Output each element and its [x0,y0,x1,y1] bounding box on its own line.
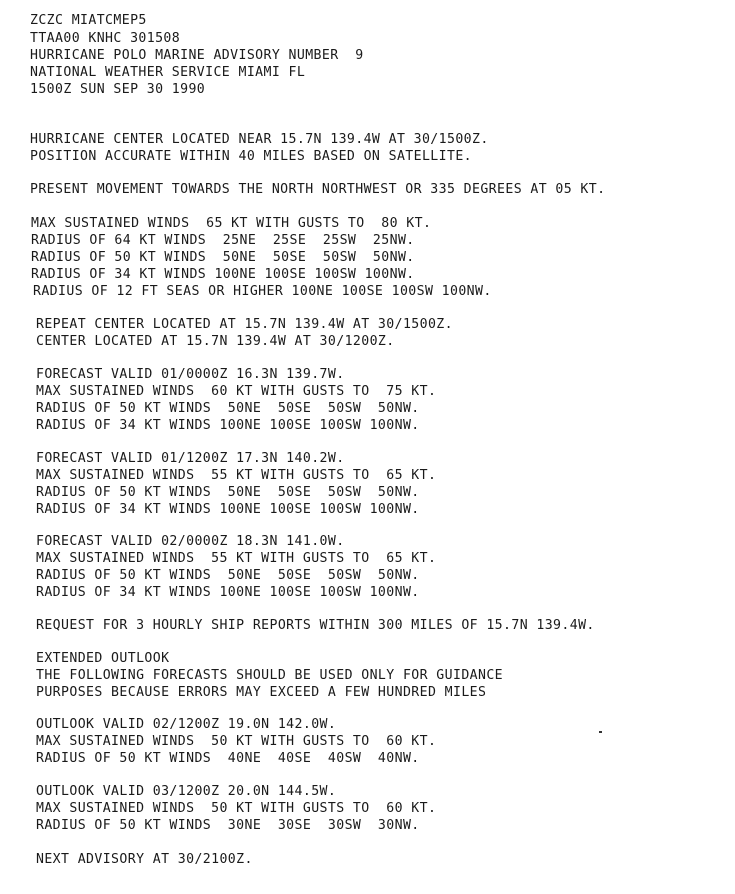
forecast-line: FORECAST VALID 01/0000Z 16.3N 139.7W. [36,367,345,382]
outlook-line: MAX SUSTAINED WINDS 50 KT WITH GUSTS TO 60 KT. [36,734,437,749]
outlook-line: OUTLOOK VALID 03/1200Z 20.0N 144.5W. [36,784,337,799]
wind-line: RADIUS OF 50 KT WINDS 50NE 50SE 50SW 50NW. [31,250,415,265]
request-line: REQUEST FOR 3 HOURLY SHIP REPORTS WITHIN 300 MILES OF 15.7N 139.4W. [36,618,595,633]
movement-line: PRESENT MOVEMENT TOWARDS THE NORTH NORTHWEST OR 335 DEGREES AT 05 KT. [30,182,606,197]
extended-outlook-line: PURPOSES BECAUSE ERRORS MAY EXCEED A FEW HUNDRED MILES [36,685,487,700]
wind-line: RADIUS OF 34 KT WINDS 100NE 100SE 100SW 100NW. [31,267,415,282]
forecast-line: RADIUS OF 34 KT WINDS 100NE 100SE 100SW 100NW. [36,585,420,600]
forecast-line: MAX SUSTAINED WINDS 55 KT WITH GUSTS TO 65 KT. [36,551,437,566]
wind-line: RADIUS OF 12 FT SEAS OR HIGHER 100NE 100SE 100SW 100NW. [33,284,492,299]
forecast-line: FORECAST VALID 02/0000Z 18.3N 141.0W. [36,534,345,549]
forecast-line: MAX SUSTAINED WINDS 55 KT WITH GUSTS TO 65 KT. [36,468,437,483]
center-line: HURRICANE CENTER LOCATED NEAR 15.7N 139.4W AT 30/1500Z. [30,132,489,147]
forecast-line: MAX SUSTAINED WINDS 60 KT WITH GUSTS TO 75 KT. [36,384,437,399]
scan-speck [599,731,602,733]
forecast-line: RADIUS OF 34 KT WINDS 100NE 100SE 100SW 100NW. [36,502,420,517]
outlook-line: RADIUS OF 50 KT WINDS 30NE 30SE 30SW 30NW. [36,818,420,833]
extended-outlook-heading: EXTENDED OUTLOOK [36,651,170,666]
next-advisory-line: NEXT ADVISORY AT 30/2100Z. [36,852,253,867]
forecast-line: RADIUS OF 50 KT WINDS 50NE 50SE 50SW 50NW. [36,568,420,583]
center-line: POSITION ACCURATE WITHIN 40 MILES BASED ON SATELLITE. [30,149,472,164]
outlook-line: OUTLOOK VALID 02/1200Z 19.0N 142.0W. [36,717,337,732]
outlook-line: MAX SUSTAINED WINDS 50 KT WITH GUSTS TO 60 KT. [36,801,437,816]
header-line: ZCZC MIATCMEP5 [30,13,147,28]
header-line: TTAA00 KNHC 301508 [30,31,181,46]
wind-line: RADIUS OF 64 KT WINDS 25NE 25SE 25SW 25NW. [31,233,415,248]
outlook-line: RADIUS OF 50 KT WINDS 40NE 40SE 40SW 40NW. [36,751,420,766]
header-line: 1500Z SUN SEP 30 1990 [30,82,206,97]
header-line: NATIONAL WEATHER SERVICE MIAMI FL [30,65,306,80]
repeat-line: REPEAT CENTER LOCATED AT 15.7N 139.4W AT 30/1500Z. [36,317,453,332]
extended-outlook-line: THE FOLLOWING FORECASTS SHOULD BE USED ONLY FOR GUIDANCE [36,668,504,683]
forecast-line: RADIUS OF 50 KT WINDS 50NE 50SE 50SW 50NW. [36,401,420,416]
wind-line: MAX SUSTAINED WINDS 65 KT WITH GUSTS TO 80 KT. [31,216,432,231]
advisory-title: HURRICANE POLO MARINE ADVISORY NUMBER 9 [30,48,364,63]
repeat-line: CENTER LOCATED AT 15.7N 139.4W AT 30/1200Z. [36,334,395,349]
forecast-line: RADIUS OF 34 KT WINDS 100NE 100SE 100SW 100NW. [36,418,420,433]
forecast-line: FORECAST VALID 01/1200Z 17.3N 140.2W. [36,451,345,466]
forecast-line: RADIUS OF 50 KT WINDS 50NE 50SE 50SW 50NW. [36,485,420,500]
